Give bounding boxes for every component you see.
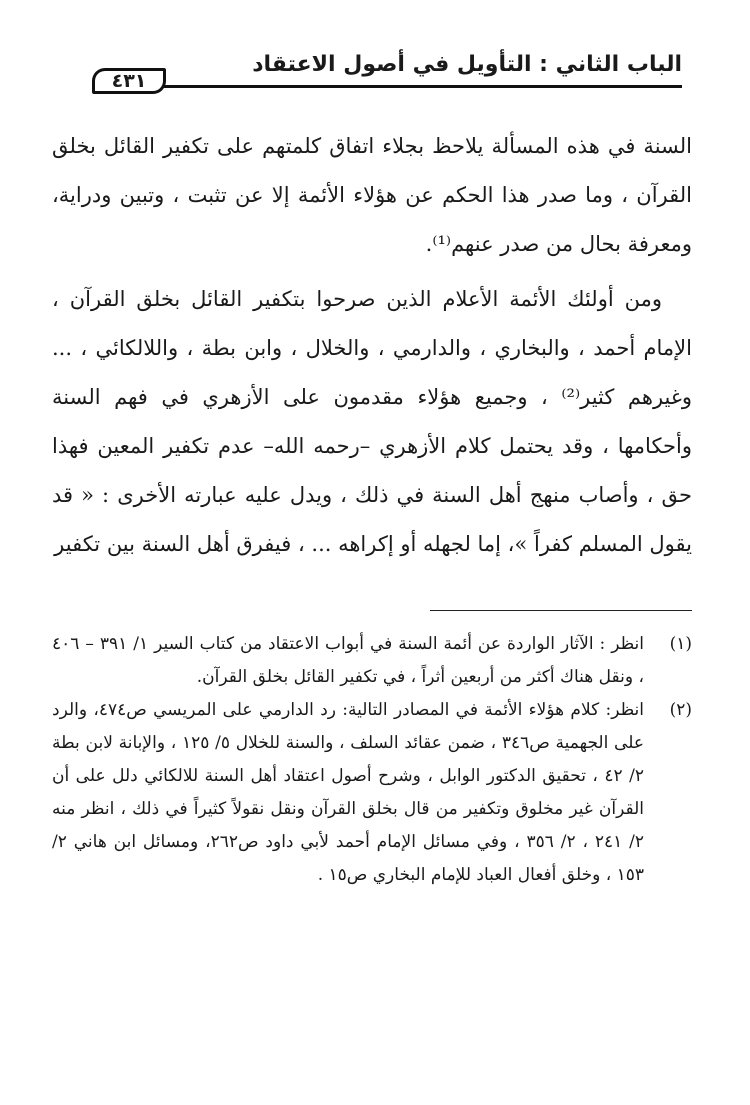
footnotes — [52, 628, 692, 892]
paragraph: السنة في هذه المسألة يلاحظ بجلاء اتفاق كلمتهم على تكفير القائل بخلق القرآن ، وما صدر هذا الحكم عن هؤلاء الأئمة إلا عن تثبت ، وتبين ودراية، ومعرفة بحال من صدر عنهم⁽¹⁾. — [52, 134, 692, 256]
footnote-text: انظر : الآثار الواردة عن أئمة السنة في أبواب الاعتقاد من كتاب السير ١/ ٣٩١ – ٤٠٦ ، ونقل هناك أكثر من أربعين أثراً ، في تكفير القائل بخلق القرآن. — [52, 634, 644, 687]
main-text — [52, 122, 692, 569]
running-title: الباب الثاني : التأويل في أصول الاعتقاد — [252, 52, 682, 77]
page-header — [92, 50, 682, 90]
paragraph: ومن أولئك الأئمة الأعلام الذين صرحوا بتكفير القائل بخلق القرآن ، الإمام أحمد ، والبخاري ، والدارمي ، والخلال ، وابن بطة ، واللالكائي ، ... وغيرهم كثير⁽²⁾ ، وجميع هؤلاء مقدمون على الأزهري في فهم السنة وأحكامها ، وقد يحتمل كلام الأزهري –رحمه الله– عدم تكفير المعين فهذا حق ، وأصاب منهج أهل السنة في ذلك ، ويدل عليه عبارته الأخرى : « قد يقول المسلم كفراً »، إما لجهله أو إكراهه ... ، فيفرق أهل السنة بين تكفير — [52, 287, 692, 556]
footnote-number: (٢) — [669, 700, 692, 720]
page-number: ٤٣١ — [92, 68, 166, 94]
footnote-number: (١) — [669, 634, 692, 654]
footnote — [52, 628, 692, 694]
header-rule — [164, 85, 682, 88]
footnote-separator — [430, 610, 692, 611]
footnote-text: انظر: كلام هؤلاء الأئمة في المصادر التالية: رد الدارمي على المريسي ص٤٧٤، والرد على الجهمية ص٣٤٦ ، ضمن عقائد السلف ، والسنة للخلال ٥/ ١٢٥ ، والإبانة لابن بطة ٢/ ٤٢ ، تحقيق الدكتور الوابل ، وشرح أصول اعتقاد أهل السنة للالكائي دلل على أن القرآن غير مخلوق وتكفير من قال بخلق القرآن ونقل نقولاً كثيراً في ذلك ، انظر منه ٢/ ٢٤١ ، ٢/ ٣٥٦ ، وفي مسائل الإمام أحمد لأبي داود ص٢٦٢، ومسائل ابن هاني ٢/ ١٥٣ ، وخلق أفعال العباد للإمام البخاري ص١٥ . — [52, 700, 645, 885]
footnote — [52, 694, 692, 892]
